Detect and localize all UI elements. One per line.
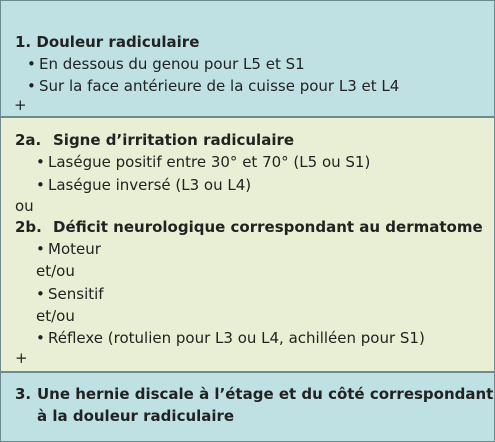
section-3-number: 3. bbox=[15, 385, 32, 403]
section-2a-item-2: • Laségue inversé (L3 ou L4) bbox=[36, 176, 252, 194]
section-2 bbox=[1, 118, 494, 371]
section-2a-item-1: • Laségue positif entre 30° et 70° (L5 ou S1) bbox=[36, 153, 371, 171]
bullet-icon: • bbox=[36, 329, 45, 347]
section-2b-item-3: • Réflexe (rotulien pour L3 ou L4, achilléen pour S1) bbox=[36, 329, 425, 347]
bullet-icon: • bbox=[27, 77, 36, 95]
section-2b-title: Déficit neurologique correspondant au dermatome bbox=[53, 218, 483, 236]
connector-plus-1: + bbox=[14, 96, 27, 114]
section-3 bbox=[1, 371, 494, 441]
bullet-icon: • bbox=[36, 285, 45, 303]
section-1-item-2: • Sur la face antérieure de la cuisse pour L3 et L4 bbox=[27, 77, 400, 95]
connector-plus-2: + bbox=[15, 349, 28, 367]
section-1-heading bbox=[15, 32, 199, 52]
section-3-title-line-1: Une hernie discale à l’étage et du côté correspondant bbox=[37, 385, 494, 403]
section-2a-title: Signe d’irritation radiculaire bbox=[53, 131, 295, 149]
section-1-number: 1. bbox=[15, 33, 32, 51]
section-3-heading-line-1 bbox=[15, 384, 493, 404]
joiner-et-ou-2: et/ou bbox=[36, 307, 75, 325]
section-1 bbox=[1, 1, 494, 118]
section-3-title-line-2: à la douleur radiculaire bbox=[37, 407, 235, 425]
joiner-et-ou-1: et/ou bbox=[36, 262, 75, 280]
bullet-icon: • bbox=[36, 153, 45, 171]
section-2a-heading bbox=[15, 130, 294, 150]
bullet-icon: • bbox=[36, 176, 45, 194]
bullet-icon: • bbox=[27, 55, 36, 73]
connector-ou: ou bbox=[15, 197, 34, 215]
bullet-icon: • bbox=[36, 240, 45, 258]
section-2a-number: 2a. bbox=[15, 131, 42, 149]
section-2b-number: 2b. bbox=[15, 218, 42, 236]
section-2b-item-1: • Moteur bbox=[36, 240, 101, 258]
section-2b-item-2: • Sensitif bbox=[36, 285, 104, 303]
section-1-item-1: • En dessous du genou pour L5 et S1 bbox=[27, 55, 305, 73]
section-1-title: Douleur radiculaire bbox=[36, 33, 200, 51]
section-2b-heading bbox=[15, 217, 483, 237]
